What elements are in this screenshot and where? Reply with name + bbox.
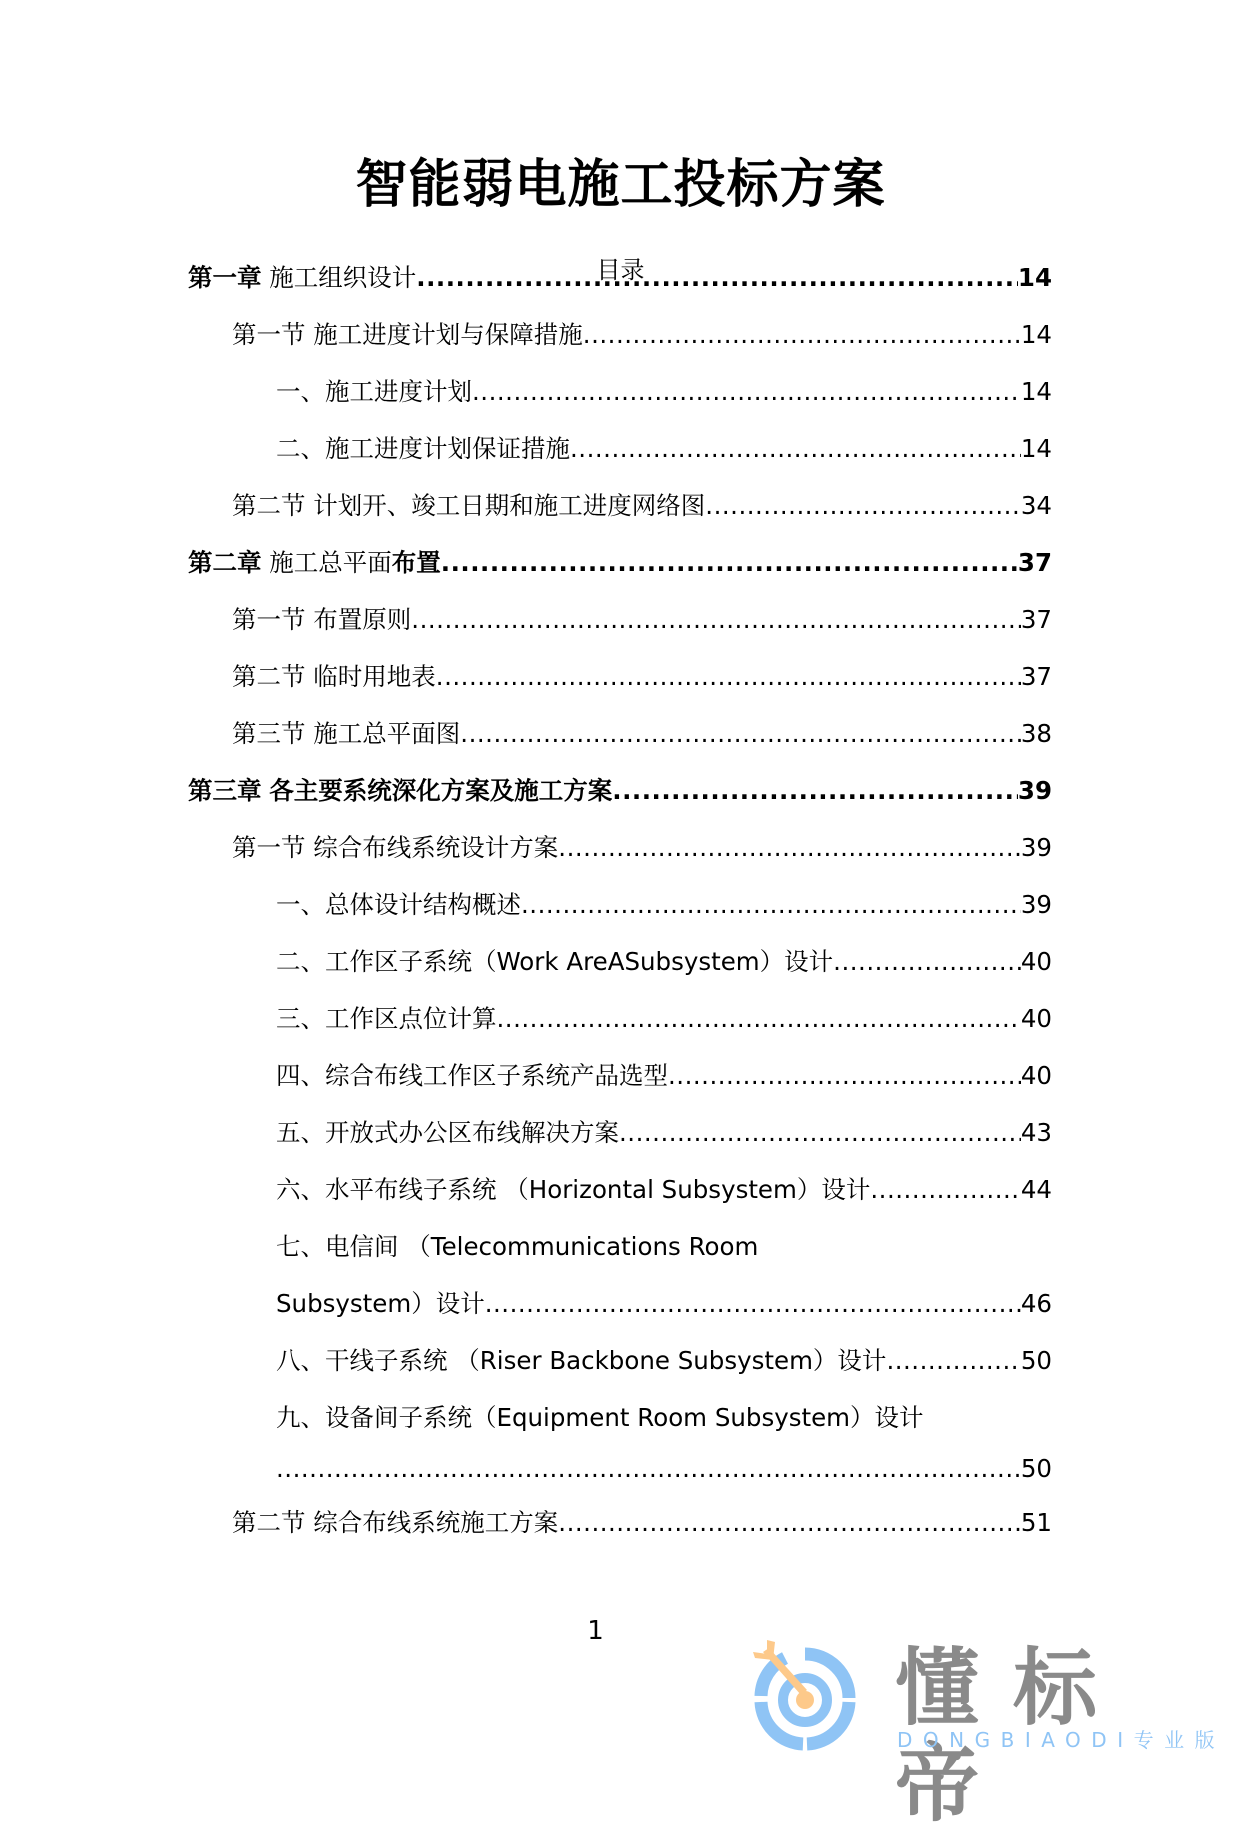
toc-entry-page: 50 bbox=[1020, 1454, 1052, 1483]
dot-leader bbox=[485, 1286, 1021, 1322]
dot-leader bbox=[668, 1058, 1021, 1094]
toc-entry-subsection[interactable] bbox=[276, 1229, 1052, 1265]
toc-entry-prefix: 第二节 bbox=[232, 662, 306, 691]
toc-entry-title: 施工总平面 bbox=[269, 548, 392, 577]
dot-leader bbox=[583, 317, 1021, 353]
toc-entry-page: 50 bbox=[1020, 1346, 1052, 1375]
toc-entry-section[interactable] bbox=[232, 488, 1052, 524]
toc-entry-subsection-continued[interactable] bbox=[276, 1451, 1052, 1487]
toc-entry-title: 一、施工进度计划 bbox=[276, 377, 472, 406]
toc-entry-page: 14 bbox=[1020, 377, 1052, 406]
toc-entry-page: 37 bbox=[1020, 605, 1052, 634]
toc-entry-section[interactable] bbox=[232, 1505, 1052, 1541]
toc-entry-section[interactable] bbox=[232, 659, 1052, 695]
toc-entry-chapter-2[interactable] bbox=[188, 545, 1052, 581]
toc-entry-title: 综合布线系统设计方案 bbox=[313, 833, 559, 862]
toc-entry-title: 布置原则 bbox=[313, 605, 412, 634]
toc-entry-prefix: 第一章 bbox=[188, 263, 262, 292]
dot-leader bbox=[886, 1343, 1020, 1379]
toc-entry-subsection[interactable] bbox=[276, 1058, 1052, 1094]
toc-entry-chapter-1[interactable] bbox=[188, 260, 1052, 296]
toc-entry-subsection[interactable] bbox=[276, 1115, 1052, 1151]
toc-entry-page: 51 bbox=[1020, 1508, 1052, 1537]
toc-entry-title: 二、施工进度计划保证措施 bbox=[276, 434, 570, 463]
toc-entry-page: 39 bbox=[1020, 890, 1052, 919]
toc-entry-title: 计划开、竣工日期和施工进度网络图 bbox=[313, 491, 706, 520]
toc-entry-subsection-continued[interactable] bbox=[276, 1286, 1052, 1322]
toc-entry-page: 40 bbox=[1020, 1004, 1052, 1033]
toc-entry-title: 临时用地表 bbox=[313, 662, 436, 691]
toc-entry-page: 37 bbox=[1017, 548, 1052, 577]
toc-entry-section[interactable] bbox=[232, 317, 1052, 353]
toc-entry-prefix: 第三章 bbox=[188, 776, 262, 805]
toc-entry-page: 14 bbox=[1020, 320, 1052, 349]
toc-entry-title: 一、总体设计结构概述 bbox=[276, 890, 521, 919]
toc-entry-prefix: 第二节 bbox=[232, 491, 306, 520]
toc-entry-title: 各主要系统深化方案及施工方案 bbox=[269, 776, 613, 805]
toc-entry-page: 40 bbox=[1020, 947, 1052, 976]
toc-entry-title: 施工进度计划与保障措施 bbox=[313, 320, 583, 349]
toc-entry-section[interactable] bbox=[232, 602, 1052, 638]
toc-entry-title: 四、综合布线工作区子系统产品选型 bbox=[276, 1061, 668, 1090]
toc-entry-page: 46 bbox=[1020, 1289, 1052, 1318]
toc-entry-title: 施工组织设计 bbox=[269, 263, 417, 292]
toc-entry-page: 34 bbox=[1020, 491, 1052, 520]
toc-entry-title: 二、工作区子系统（Work AreASubsystem）设计 bbox=[276, 947, 834, 976]
toc-entry-page: 37 bbox=[1020, 662, 1052, 691]
toc-entry-title: 八、干线子系统 （Riser Backbone Subsystem）设计 bbox=[276, 1346, 887, 1375]
toc-entry-section[interactable] bbox=[232, 830, 1052, 866]
toc-entry-subsection[interactable] bbox=[276, 944, 1052, 980]
toc-entry-title: 三、工作区点位计算 bbox=[276, 1004, 497, 1033]
dot-leader bbox=[558, 1505, 1021, 1541]
watermark-logo bbox=[745, 1639, 1226, 1833]
toc-entry-page: 44 bbox=[1020, 1175, 1052, 1204]
toc-entry-title: 施工总平面图 bbox=[313, 719, 461, 748]
toc-entry-title-bold-tail: 布置 bbox=[391, 548, 441, 577]
toc-entry-title: 七、电信间 （Telecommunications Room bbox=[276, 1232, 759, 1261]
toc-entry-prefix: 第二章 bbox=[188, 548, 262, 577]
dot-leader bbox=[497, 1001, 1021, 1037]
target-arrow-icon bbox=[745, 1640, 865, 1754]
toc-entry-title: 综合布线系统施工方案 bbox=[313, 1508, 559, 1537]
toc-entry-page: 43 bbox=[1020, 1118, 1052, 1147]
toc-entry-prefix: 第一节 bbox=[232, 320, 306, 349]
toc-entry-subsection[interactable] bbox=[276, 1343, 1052, 1379]
watermark-brand-cn: 懂标帝 bbox=[895, 1639, 1132, 1833]
toc-entry-prefix: 第二节 bbox=[232, 1508, 306, 1537]
watermark-brand-en: DONGBIAODI专业版 bbox=[897, 1728, 1226, 1752]
dot-leader bbox=[619, 1115, 1021, 1151]
dot-leader bbox=[870, 1172, 1020, 1208]
dot-leader bbox=[705, 488, 1021, 524]
dot-leader bbox=[460, 716, 1021, 752]
toc-heading: 目录 bbox=[596, 256, 645, 284]
dot-leader bbox=[558, 830, 1021, 866]
toc-entry-subsection[interactable] bbox=[276, 887, 1052, 923]
dot-leader bbox=[833, 944, 1021, 980]
toc-entry-subsection[interactable] bbox=[276, 1172, 1052, 1208]
dot-leader bbox=[416, 260, 1018, 296]
page-title: 智能弱电施工投标方案 bbox=[355, 155, 886, 215]
page-number: 1 bbox=[587, 1616, 604, 1646]
toc-entry-chapter-3[interactable] bbox=[188, 773, 1052, 809]
toc-entry-title-continued: Subsystem）设计 bbox=[276, 1289, 485, 1318]
toc-entry-page: 39 bbox=[1020, 833, 1052, 862]
dot-leader bbox=[441, 545, 1018, 581]
toc-entry-title: 六、水平布线子系统 （Horizontal Subsystem）设计 bbox=[276, 1175, 871, 1204]
dot-leader bbox=[411, 602, 1021, 638]
dot-leader bbox=[436, 659, 1021, 695]
toc-entry-title: 九、设备间子系统（Equipment Room Subsystem）设计 bbox=[276, 1403, 924, 1432]
toc-entry-prefix: 第一节 bbox=[232, 605, 306, 634]
toc-entry-page: 40 bbox=[1020, 1061, 1052, 1090]
toc-entry-title: 五、开放式办公区布线解决方案 bbox=[276, 1118, 619, 1147]
dot-leader bbox=[612, 773, 1018, 809]
toc-entry-section[interactable] bbox=[232, 716, 1052, 752]
toc-entry-subsection[interactable] bbox=[276, 431, 1052, 467]
toc-entry-subsection[interactable] bbox=[276, 374, 1052, 410]
dot-leader bbox=[472, 374, 1021, 410]
toc-entry-subsection[interactable] bbox=[276, 1001, 1052, 1037]
toc-entry-page: 14 bbox=[1020, 434, 1052, 463]
toc-entry-page: 38 bbox=[1020, 719, 1052, 748]
toc-entry-page: 39 bbox=[1017, 776, 1052, 805]
toc-entry-prefix: 第三节 bbox=[232, 719, 306, 748]
dot-leader bbox=[276, 1451, 1021, 1487]
dot-leader bbox=[570, 431, 1021, 467]
dot-leader bbox=[521, 887, 1021, 923]
toc-entry-page: 14 bbox=[1017, 263, 1052, 292]
toc-entry-prefix: 第一节 bbox=[232, 833, 306, 862]
toc-entry-subsection[interactable] bbox=[276, 1400, 1052, 1436]
